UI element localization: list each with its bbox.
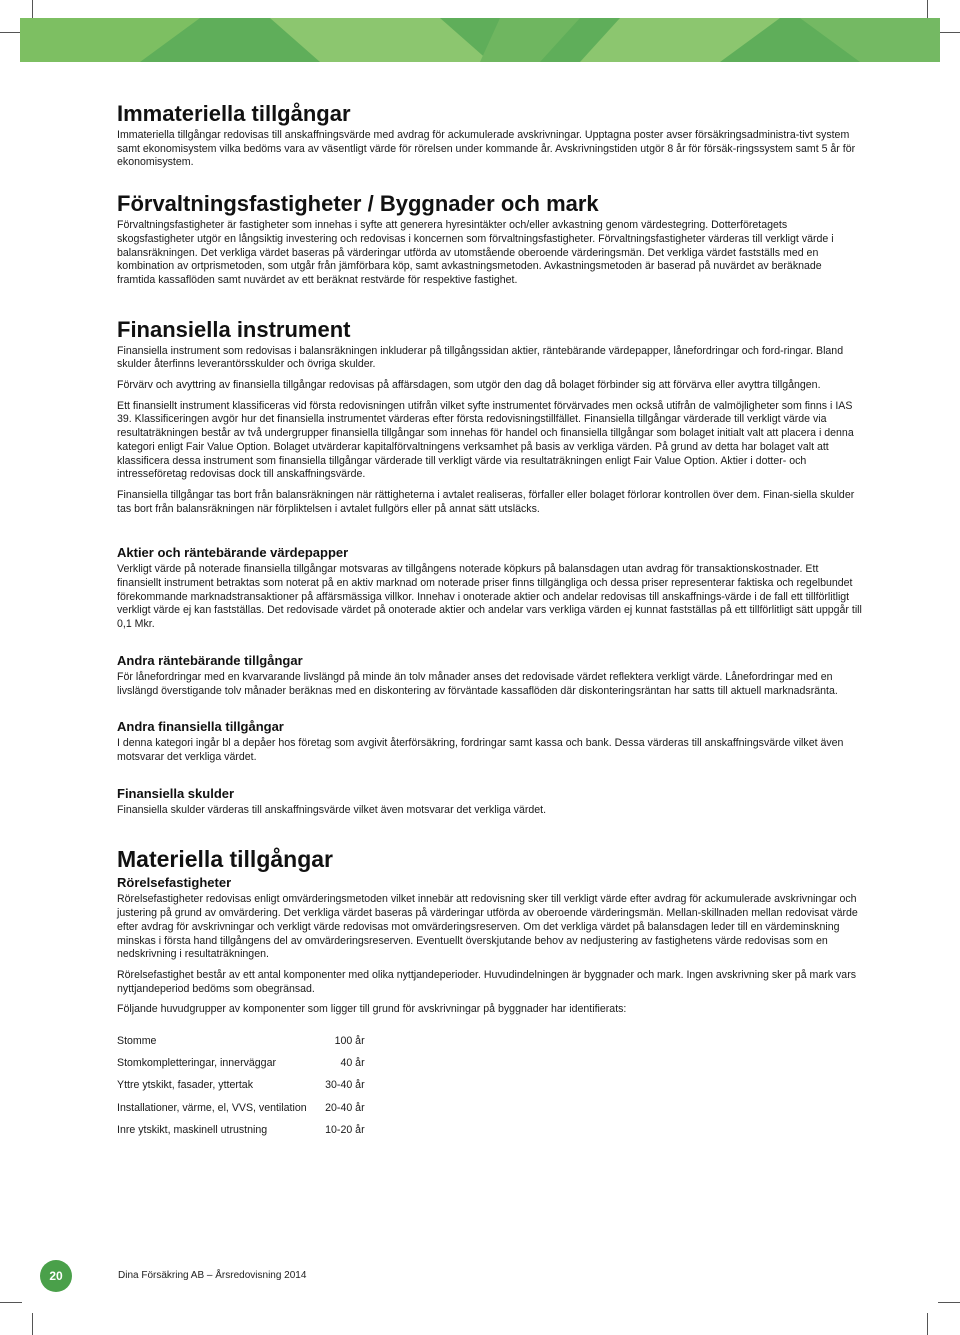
- component-name: Stomme: [117, 1035, 157, 1048]
- paragraph: Förvärv och avyttring av finansiella tillgångar redovisas på affärsdagen, som utgör den dag då bolaget förbinder sig att förvärva eller avyttra tillgången.: [117, 379, 821, 392]
- section-title: Förvaltningsfastigheter / Byggnader och mark: [117, 191, 599, 217]
- crop-mark: [32, 1313, 33, 1335]
- component-name: Inre ytskikt, maskinell utrustning: [117, 1123, 268, 1136]
- component-name: Stomkompletteringar, innerväggar: [117, 1057, 276, 1070]
- page-number: 20: [40, 1260, 72, 1292]
- table-row: [117, 1124, 365, 1146]
- component-lifetime: 30-40 år: [325, 1079, 365, 1092]
- section-materiella: [117, 845, 862, 1146]
- section-andra-finansiella: [117, 718, 862, 764]
- table-row: [117, 1035, 365, 1057]
- crop-mark: [927, 1313, 928, 1335]
- component-lifetime: 20-40 år: [325, 1101, 365, 1114]
- section-immateriella: [117, 100, 862, 170]
- section-aktier: [117, 544, 862, 632]
- subsection-title: Andra finansiella tillgångar: [117, 719, 284, 735]
- paragraph: Finansiella skulder värderas till anskaffningsvärde vilket även motsvarar det verkliga värdet.: [117, 803, 547, 816]
- crop-mark: [0, 32, 22, 33]
- paragraph: Rörelsefastigheter redovisas enligt omvärderingsmetoden vilket innebär att redovisning sker till verkligt värde efter avdrag för ackumulerade avskrivningar och justering på grund av omvärdering. Det verkliga värdet baseras på värderingar utförda av oberoende värderingsmän. Mellan-skillnaden mellan redovisat värde efter avdrag för avskrivningar och verkligt värde redovisas mot omvärderingsreserven. Om det verkliga värdet på balansdagen leder till en värdeminskning minskas i första hand tillgångens del av omvärderingsreserven. Eventuellt överskjutande behov av nedjustering av fastighetens värde redovisas som en nedskrivning i resultaträkningen.: [117, 893, 858, 961]
- section-title: Finansiella instrument: [117, 316, 351, 342]
- section-title: Materiella tillgångar: [117, 846, 334, 873]
- subsection-title: Aktier och räntebärande värdepapper: [117, 545, 349, 561]
- table-row: [117, 1057, 365, 1079]
- section-finansiella-skulder: [117, 785, 862, 818]
- section-andra-rantebarande: [117, 652, 862, 698]
- main-content: [117, 100, 862, 1146]
- footer-text: Dina Försäkring AB – Årsredovisning 2014: [118, 1270, 307, 1281]
- paragraph: Verkligt värde på noterade finansiella tillgångar motsvaras av tillgångens noterade köpkurs på balansdagen utan avdrag för transaktionskostnader. Ett finansiellt instrument betraktas som noterat på en aktiv marknad om noterade priser finns tillgängliga och dessa priser representerar faktiska och regelbundet förekommande marknadstransaktioner på affärsmässiga villkor. Innehav i onoterade aktier och andelar redovisas till anskaffnings-värde i de fall ett tillförlitligt verkligt värde ej kan fastställas. Det redovisade värdet på onoterade aktier och andelar vars verkliga värden ej kunnat fastställas på ett tillförlitligt sätt uppgår till 0,1 Mkr.: [117, 563, 862, 631]
- component-lifetime: 40 år: [340, 1057, 365, 1070]
- section-title: Immateriella tillgångar: [117, 101, 351, 126]
- table-row: [117, 1102, 365, 1124]
- component-lifetime: 100 år: [334, 1035, 365, 1048]
- paragraph: Förvaltningsfastigheter är fastigheter som innehas i syfte att generera hyresintäkter och/eller avkastning genom värdestegring. Dotterföretagets skogsfastigheter utgör en långsiktig investering och redovisas i koncernen som förvaltningsfastigheter. Förvaltningsfastigheter värderas till verkligt värde i balansräkningen. Det verkliga värdet baseras på värderingar utförda av utomstående oberoende värderingsmän. Det verkliga värdet fastställs med en kombination av ortprismetoden, som utgår från jämförbara köp, samt avkastningsmetoden. Avkastningsmetoden är baserad på nuvärdet av beräknade framtida kassaflöden samt nuvärdet av ett beräknat restvärde för respektive fastighet.: [117, 219, 834, 286]
- subsection-title: Finansiella skulder: [117, 785, 235, 801]
- header-banner: [20, 18, 940, 62]
- subsection-title: Andra räntebärande tillgångar: [117, 652, 303, 668]
- paragraph: I denna kategori ingår bl a depåer hos företag som avgivit återförsäkring, fordringar samt kassa och bank. Dessa värderas till anskaffningsvärde vilket även motsvarar det verkliga värdet.: [117, 737, 844, 763]
- paragraph: För lånefordringar med en kvarvarande livslängd på minde än tolv månader anses det redovisade värdet reflektera verkligt värde. Lånefordringar med en livslängd överstigande tolv månader beräknas med en diskontering av förväntade kassaflöden där diskonteringsräntan har satts till aktuell marknadsränta.: [117, 670, 838, 697]
- crop-mark: [938, 32, 960, 33]
- components-table: [117, 1035, 365, 1146]
- crop-mark: [938, 1302, 960, 1303]
- paragraph: Immateriella tillgångar redovisas till anskaffningsvärde med avdrag för ackumulerade avskrivningar. Upptagna poster avser försäkringsadministra-tivt system samt ekonomisystem vilka bedöms vara av väsentligt värde för rörelsen under kommande år. Avskrivningstiden utgör 8 år för försäk-ringssystem samt 5 år för ekonomisystem.: [117, 129, 856, 169]
- paragraph: Rörelsefastighet består av ett antal komponenter med olika nyttjandeperioder. Huvudindelningen är byggnader och mark. Ingen avskrivning sker på mark vars nyttjandeperiod bedöms som obegränsad.: [117, 968, 857, 995]
- paragraph: Följande huvudgrupper av komponenter som ligger till grund för avskrivningar på byggnader har identifierats:: [117, 1003, 627, 1016]
- paragraph: Finansiella instrument som redovisas i balansräkningen inkluderar på tillgångssidan aktier, räntebärande värdepapper, lånefordringar och ford-ringar. Bland skulder återfinns leverantörsskulder och övriga skulder.: [117, 344, 844, 371]
- paragraph: Ett finansiellt instrument klassificeras vid första redovisningen utifrån vilket syfte instrumentet förvärvades men också utifrån de valmöjligheter som finns i IAS 39. Klassificeringen avgör hur det finansiella instrumentet värderas efter första redovisningstillfället. Finansiella tillgångar värderade till verkligt värde via resultaträkningen består av två undergrupper finansiella tillgångar som innehas för handel och finansiella tillgångar som bolaget initialt valt att placera i denna kategori enligt Fair Value Option. Bolaget utvärderar kapitalförvaltningens verksamhet på basis av verkliga värden. På grund av detta har bolaget valt att klassificera dessa instrument som finansiella tillgångar värderade till verkligt värde via resultaträkningen enligt Fair Value Option. Aktier i dotter- och intresseföretag redovisas dock till anskaffningsvärde.: [117, 399, 854, 481]
- paragraph: Finansiella tillgångar tas bort från balansräkningen när rättigheterna i avtalet realiseras, förfaller eller bolaget förlorar kontrollen över dem. Finan-siella skulder tas bort från balansräkningen när förpliktelsen i avtalet fullgörs eller på annat sätt utsläcks.: [117, 488, 855, 515]
- crop-mark: [0, 1302, 22, 1303]
- subsection-title: Rörelsefastigheter: [117, 875, 232, 891]
- component-lifetime: 10-20 år: [325, 1123, 365, 1136]
- page-footer: [40, 1260, 440, 1292]
- component-name: Installationer, värme, el, VVS, ventilation: [117, 1101, 307, 1114]
- banner-graphic: [20, 18, 940, 62]
- component-name: Yttre ytskikt, fasader, yttertak: [117, 1079, 254, 1092]
- section-finansiella: [117, 316, 862, 517]
- table-row: [117, 1079, 365, 1101]
- section-forvaltning: [117, 190, 862, 288]
